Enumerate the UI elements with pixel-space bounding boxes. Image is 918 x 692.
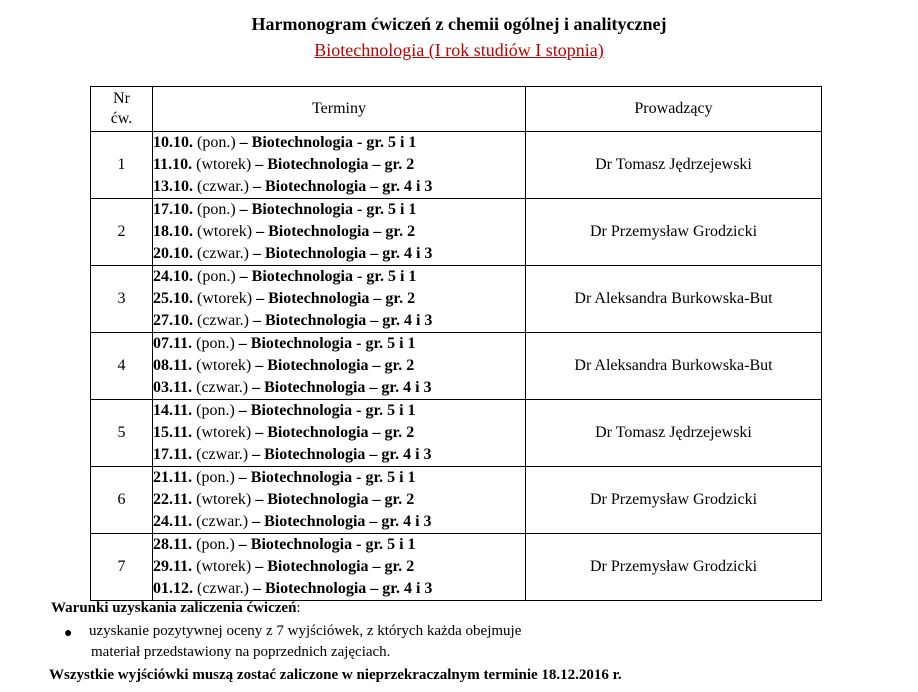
term-date: 17.11. bbox=[153, 446, 193, 463]
row-terms bbox=[153, 199, 526, 266]
term-line bbox=[153, 489, 525, 511]
term-day: (pon.) bbox=[193, 268, 236, 285]
table-body bbox=[91, 132, 822, 601]
term-date: 20.10. bbox=[153, 245, 193, 262]
term-line bbox=[153, 534, 525, 556]
document-subtitle bbox=[0, 38, 918, 62]
term-date: 10.10. bbox=[153, 134, 193, 151]
term-line bbox=[153, 310, 525, 332]
term-day: (wtorek) bbox=[192, 424, 252, 441]
term-date: 11.10. bbox=[153, 156, 193, 173]
term-line bbox=[153, 333, 525, 355]
header-nr-line2: ćw. bbox=[110, 110, 133, 127]
term-day: (pon.) bbox=[192, 536, 235, 553]
term-date: 07.11. bbox=[153, 335, 193, 352]
term-date: 24.11. bbox=[153, 513, 193, 530]
term-group: – Biotechnologia – gr. 2 bbox=[251, 357, 415, 374]
term-group: – Biotechnologia - gr. 5 i 1 bbox=[235, 134, 417, 151]
subtitle-text: Biotechnologia (I rok studiów I stopnia) bbox=[314, 40, 604, 60]
row-terms bbox=[153, 266, 526, 333]
term-line bbox=[153, 556, 525, 578]
row-teacher: Dr Przemysław Grodzicki bbox=[526, 534, 822, 601]
term-group: – Biotechnologia – gr. 4 i 3 bbox=[248, 245, 433, 262]
term-line bbox=[153, 199, 525, 221]
term-line bbox=[153, 355, 525, 377]
term-line bbox=[153, 377, 525, 399]
term-group: – Biotechnologia – gr. 4 i 3 bbox=[248, 580, 433, 597]
row-teacher: Dr Aleksandra Burkowska-But bbox=[526, 266, 822, 333]
term-date: 28.11. bbox=[153, 536, 193, 553]
term-date: 27.10. bbox=[153, 312, 193, 329]
term-group: – Biotechnologia – gr. 4 i 3 bbox=[248, 379, 432, 396]
bullet-line-2: materiał przedstawiony na poprzednich zajęciach. bbox=[91, 644, 391, 660]
term-line bbox=[153, 400, 525, 422]
row-teacher: Dr Aleksandra Burkowska-But bbox=[526, 333, 822, 400]
term-date: 14.11. bbox=[153, 402, 193, 419]
term-group: – Biotechnologia – gr. 2 bbox=[252, 223, 416, 240]
header-nr-line1: Nr bbox=[113, 90, 130, 107]
term-date: 01.12. bbox=[153, 580, 193, 597]
header-nr bbox=[91, 87, 153, 132]
schedule-table bbox=[90, 86, 822, 601]
row-number: 4 bbox=[91, 333, 153, 400]
table-row bbox=[91, 467, 822, 534]
row-teacher: Dr Tomasz Jędrzejewski bbox=[526, 132, 822, 199]
term-line bbox=[153, 176, 525, 198]
term-group: – Biotechnologia - gr. 5 i 1 bbox=[234, 335, 416, 352]
term-group: – Biotechnologia - gr. 5 i 1 bbox=[234, 469, 416, 486]
conditions-title-colon: : bbox=[296, 600, 301, 616]
header-teacher: Prowadzący bbox=[526, 87, 822, 132]
term-group: – Biotechnologia - gr. 5 i 1 bbox=[235, 268, 417, 285]
table-row bbox=[91, 400, 822, 467]
term-day: (wtorek) bbox=[193, 223, 253, 240]
term-line bbox=[153, 266, 525, 288]
row-teacher: Dr Przemysław Grodzicki bbox=[526, 199, 822, 266]
term-day: (wtorek) bbox=[193, 290, 253, 307]
term-day: (czwar.) bbox=[192, 446, 249, 463]
term-day: (czwar.) bbox=[193, 245, 249, 262]
term-day: (czwar.) bbox=[192, 513, 249, 530]
term-day: (czwar.) bbox=[193, 580, 249, 597]
term-day: (czwar.) bbox=[193, 312, 249, 329]
table-header-row bbox=[91, 87, 822, 132]
conditions-title bbox=[51, 598, 301, 618]
term-day: (pon.) bbox=[192, 469, 235, 486]
table-row bbox=[91, 333, 822, 400]
row-number: 3 bbox=[91, 266, 153, 333]
term-date: 17.10. bbox=[153, 201, 193, 218]
term-group: – Biotechnologia - gr. 5 i 1 bbox=[235, 201, 417, 218]
term-date: 22.11. bbox=[153, 491, 193, 508]
row-terms bbox=[153, 333, 526, 400]
final-note: Wszystkie wyjściówki muszą zostać zaliczone w nieprzekraczalnym terminie 18.12.2016 r. bbox=[49, 667, 622, 683]
term-group: – Biotechnologia – gr. 2 bbox=[251, 558, 415, 575]
table-row bbox=[91, 534, 822, 601]
table-row bbox=[91, 132, 822, 199]
row-number: 6 bbox=[91, 467, 153, 534]
term-line bbox=[153, 444, 525, 466]
table-row bbox=[91, 199, 822, 266]
term-group: – Biotechnologia – gr. 2 bbox=[252, 290, 416, 307]
term-date: 29.11. bbox=[153, 558, 193, 575]
row-teacher: Dr Tomasz Jędrzejewski bbox=[526, 400, 822, 467]
term-date: 03.11. bbox=[153, 379, 193, 396]
row-terms bbox=[153, 534, 526, 601]
term-line bbox=[153, 511, 525, 533]
term-group: – Biotechnologia – gr. 4 i 3 bbox=[248, 513, 432, 530]
term-day: (wtorek) bbox=[192, 357, 252, 374]
term-group: – Biotechnologia – gr. 4 i 3 bbox=[248, 446, 432, 463]
header-terms: Terminy bbox=[153, 87, 526, 132]
term-date: 25.10. bbox=[153, 290, 193, 307]
conditions-bullet bbox=[89, 621, 649, 663]
term-line bbox=[153, 132, 525, 154]
term-group: – Biotechnologia – gr. 2 bbox=[251, 491, 415, 508]
term-day: (wtorek) bbox=[192, 558, 252, 575]
bullet-line-1: uzyskanie pozytywnej oceny z 7 wyjściówek, z których każda obejmuje bbox=[89, 623, 522, 639]
conditions-title-text: Warunki uzyskania zaliczenia ćwiczeń bbox=[51, 600, 297, 616]
term-day: (czwar.) bbox=[192, 379, 249, 396]
term-line bbox=[153, 221, 525, 243]
term-date: 21.11. bbox=[153, 469, 193, 486]
table-row bbox=[91, 266, 822, 333]
term-date: 08.11. bbox=[153, 357, 193, 374]
term-group: – Biotechnologia – gr. 4 i 3 bbox=[248, 312, 433, 329]
bullet-icon: ● bbox=[64, 626, 73, 641]
row-number: 1 bbox=[91, 132, 153, 199]
term-date: 15.11. bbox=[153, 424, 193, 441]
term-line bbox=[153, 154, 525, 176]
row-terms bbox=[153, 467, 526, 534]
document-title: Harmonogram ćwiczeń z chemii ogólnej i analitycznej bbox=[251, 14, 667, 34]
row-terms bbox=[153, 400, 526, 467]
term-day: (pon.) bbox=[193, 134, 236, 151]
term-day: (wtorek) bbox=[192, 491, 252, 508]
term-date: 18.10. bbox=[153, 223, 193, 240]
term-group: – Biotechnologia - gr. 5 i 1 bbox=[234, 536, 416, 553]
term-group: – Biotechnologia - gr. 5 i 1 bbox=[234, 402, 416, 419]
term-day: (pon.) bbox=[192, 335, 235, 352]
term-day: (pon.) bbox=[192, 402, 235, 419]
row-number: 7 bbox=[91, 534, 153, 601]
term-group: – Biotechnologia – gr. 4 i 3 bbox=[248, 178, 433, 195]
term-day: (czwar.) bbox=[193, 178, 249, 195]
row-teacher: Dr Przemysław Grodzicki bbox=[526, 467, 822, 534]
term-group: – Biotechnologia – gr. 2 bbox=[251, 156, 415, 173]
row-number: 5 bbox=[91, 400, 153, 467]
term-line bbox=[153, 243, 525, 265]
term-line bbox=[153, 467, 525, 489]
term-group: – Biotechnologia – gr. 2 bbox=[251, 424, 415, 441]
term-day: (pon.) bbox=[193, 201, 236, 218]
term-line bbox=[153, 288, 525, 310]
term-line bbox=[153, 578, 525, 600]
row-number: 2 bbox=[91, 199, 153, 266]
term-date: 24.10. bbox=[153, 268, 193, 285]
row-terms bbox=[153, 132, 526, 199]
term-date: 13.10. bbox=[153, 178, 193, 195]
term-line bbox=[153, 422, 525, 444]
term-day: (wtorek) bbox=[192, 156, 252, 173]
